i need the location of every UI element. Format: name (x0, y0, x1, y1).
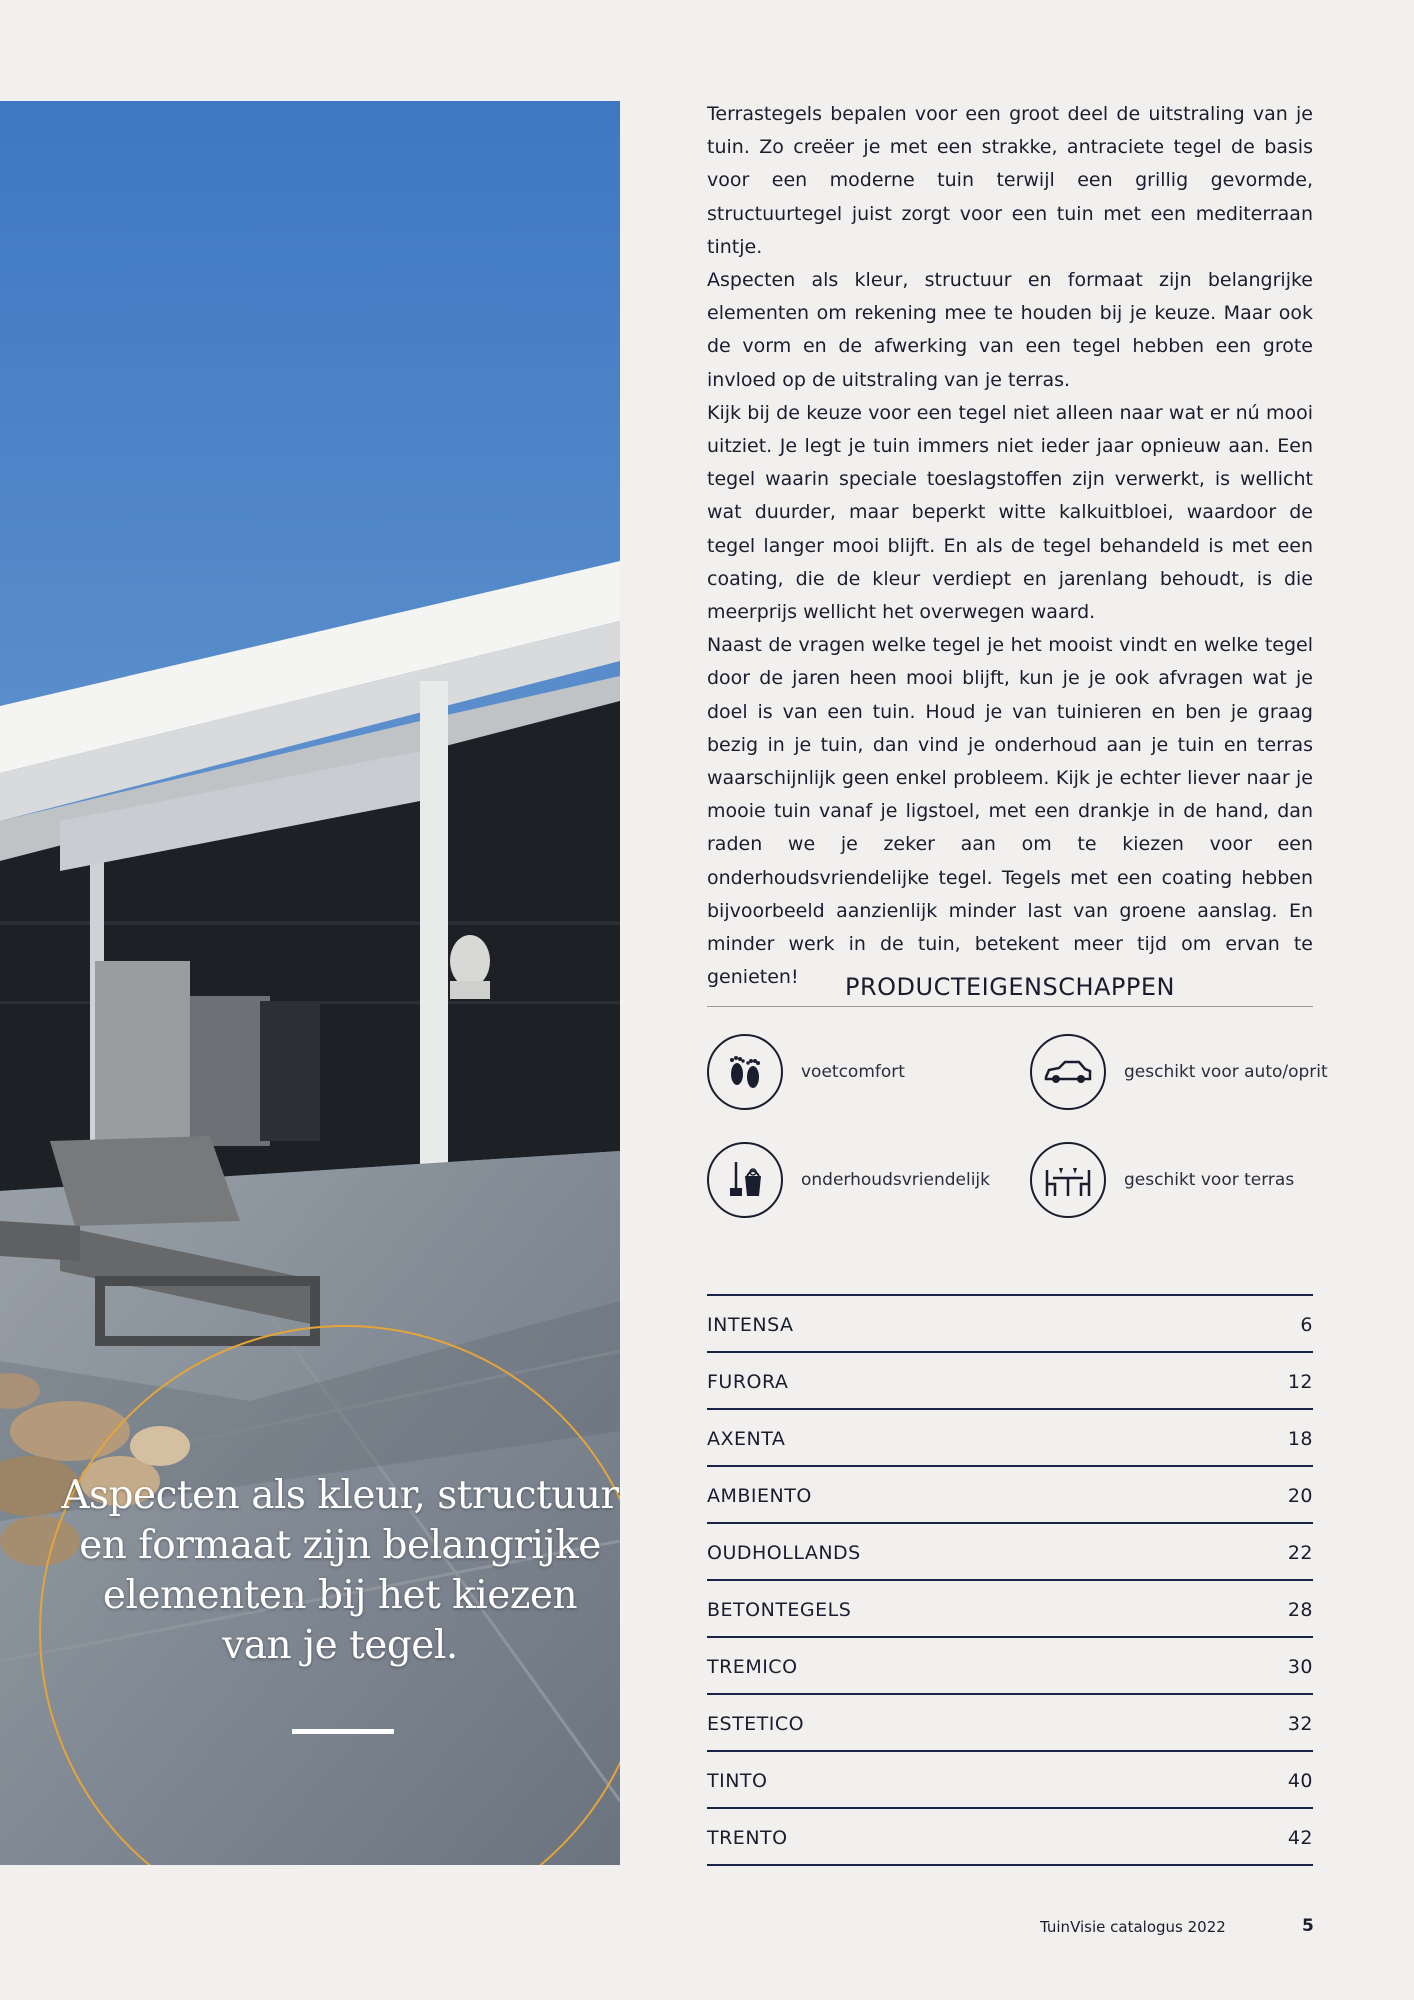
paragraph: Aspecten als kleur, structuur en formaat zijn belangrijke elementen om rekening mee te houden bij je keuze. Maar ook de vorm en de afwerking van een tegel hebben een grote invloed op de uitstraling van je terras. (707, 269, 1313, 391)
footer-page-number: 5 (1302, 1916, 1314, 1936)
index-page-number: 28 (1287, 1598, 1313, 1621)
cleaning-bucket-icon (707, 1142, 783, 1218)
index-row[interactable] (707, 1752, 1313, 1809)
index-row[interactable] (707, 1296, 1313, 1353)
product-index (707, 1294, 1313, 1866)
footer-publication: TuinVisie catalogus 2022 (1040, 1918, 1226, 1936)
pull-quote-line: van je tegel. (222, 1623, 458, 1668)
index-product-name: INTENSA (707, 1313, 794, 1336)
index-product-name: AXENTA (707, 1427, 786, 1450)
properties-divider (707, 1006, 1313, 1007)
index-row[interactable] (707, 1467, 1313, 1524)
index-row[interactable] (707, 1581, 1313, 1638)
pull-quote-line: elementen bij het kiezen (102, 1573, 578, 1618)
footprints-icon (707, 1034, 783, 1110)
index-page-number: 22 (1287, 1541, 1313, 1564)
paragraph: Kijk bij de keuze voor een tegel niet alleen naar wat er nú mooi uitziet. Je legt je tuin immers niet ieder jaar opnieuw aan. Een tegel waarin speciale toeslagstoffen zijn verwerkt, is wellicht wat duurder, maar beperkt witte kalkuitbloei, waardoor de tegel langer mooi blijft. En als de tegel behandeld is met een coating, die de kleur verdiept en jarenlang behoudt, is die meerprijs wellicht het overwegen waard. (707, 401, 1313, 624)
index-page-number: 18 (1287, 1427, 1313, 1450)
index-product-name: TREMICO (707, 1655, 798, 1678)
index-product-name: ESTETICO (707, 1712, 805, 1735)
index-page-number: 6 (1300, 1313, 1313, 1336)
index-page-number: 42 (1287, 1826, 1313, 1849)
index-page-number: 20 (1287, 1484, 1313, 1507)
index-row[interactable] (707, 1695, 1313, 1752)
pull-quote-line: Aspecten als kleur, structuur (61, 1473, 619, 1518)
property-foot-comfort (707, 1034, 905, 1110)
index-product-name: TINTO (707, 1769, 768, 1792)
index-product-name: FURORA (707, 1370, 789, 1393)
property-low-maintenance (707, 1142, 990, 1218)
pull-quote-divider (292, 1729, 394, 1734)
index-page-number: 40 (1287, 1769, 1313, 1792)
index-product-name: TRENTO (707, 1826, 788, 1849)
index-page-number: 30 (1287, 1655, 1313, 1678)
pull-quote-line: en formaat zijn belangrijke (79, 1523, 601, 1568)
index-row[interactable] (707, 1809, 1313, 1866)
index-row[interactable] (707, 1638, 1313, 1695)
paragraph: Terrastegels bepalen voor een groot deel de uitstraling van je tuin. Zo creëer je met een strakke, antraciete tegel de basis voor een moderne tuin terwijl een grillig gevormde, structuurtegel juist zorgt voor een tuin met een mediterraan tintje. (707, 103, 1313, 258)
terrace-table-icon (1030, 1142, 1106, 1218)
properties-heading: PRODUCTEIGENSCHAPPEN (845, 973, 1175, 1001)
car-icon (1030, 1034, 1106, 1110)
intro-text (707, 98, 1313, 994)
property-car (1030, 1034, 1328, 1110)
property-label: voetcomfort (801, 1062, 905, 1082)
index-row[interactable] (707, 1353, 1313, 1410)
index-product-name: AMBIENTO (707, 1484, 812, 1507)
index-row[interactable] (707, 1524, 1313, 1581)
terrace-photo (0, 101, 620, 1865)
index-page-number: 12 (1287, 1370, 1313, 1393)
property-label: geschikt voor terras (1124, 1170, 1295, 1190)
property-terrace (1030, 1142, 1294, 1218)
index-page-number: 32 (1287, 1712, 1313, 1735)
index-row[interactable] (707, 1410, 1313, 1467)
index-product-name: BETONTEGELS (707, 1598, 852, 1621)
pull-quote (60, 1471, 620, 1671)
paragraph: Naast de vragen welke tegel je het mooist vindt en welke tegel door de jaren heen mooi blijft, kun je je ook afvragen wat je doel is van een tuin. Houd je van tuinieren en ben je graag bezig in je tuin, dan vind je onderhoud aan je tuin en terras waarschijnlijk geen enkel probleem. Kijk je echter liever naar je mooie tuin vanaf je ligstoel, met een drankje in de hand, dan raden we je zeker aan om te kiezen voor een onderhoudsvriendelijke tegel. Tegels met een coating hebben bijvoorbeeld aanzienlijk minder last van groene aanslag. En minder werk in de tuin, betekent meer tijd om ervan te genieten! (707, 634, 1313, 989)
property-label: onderhoudsvriendelijk (801, 1170, 990, 1190)
property-label: geschikt voor auto/oprit (1124, 1062, 1328, 1082)
index-product-name: OUDHOLLANDS (707, 1541, 861, 1564)
